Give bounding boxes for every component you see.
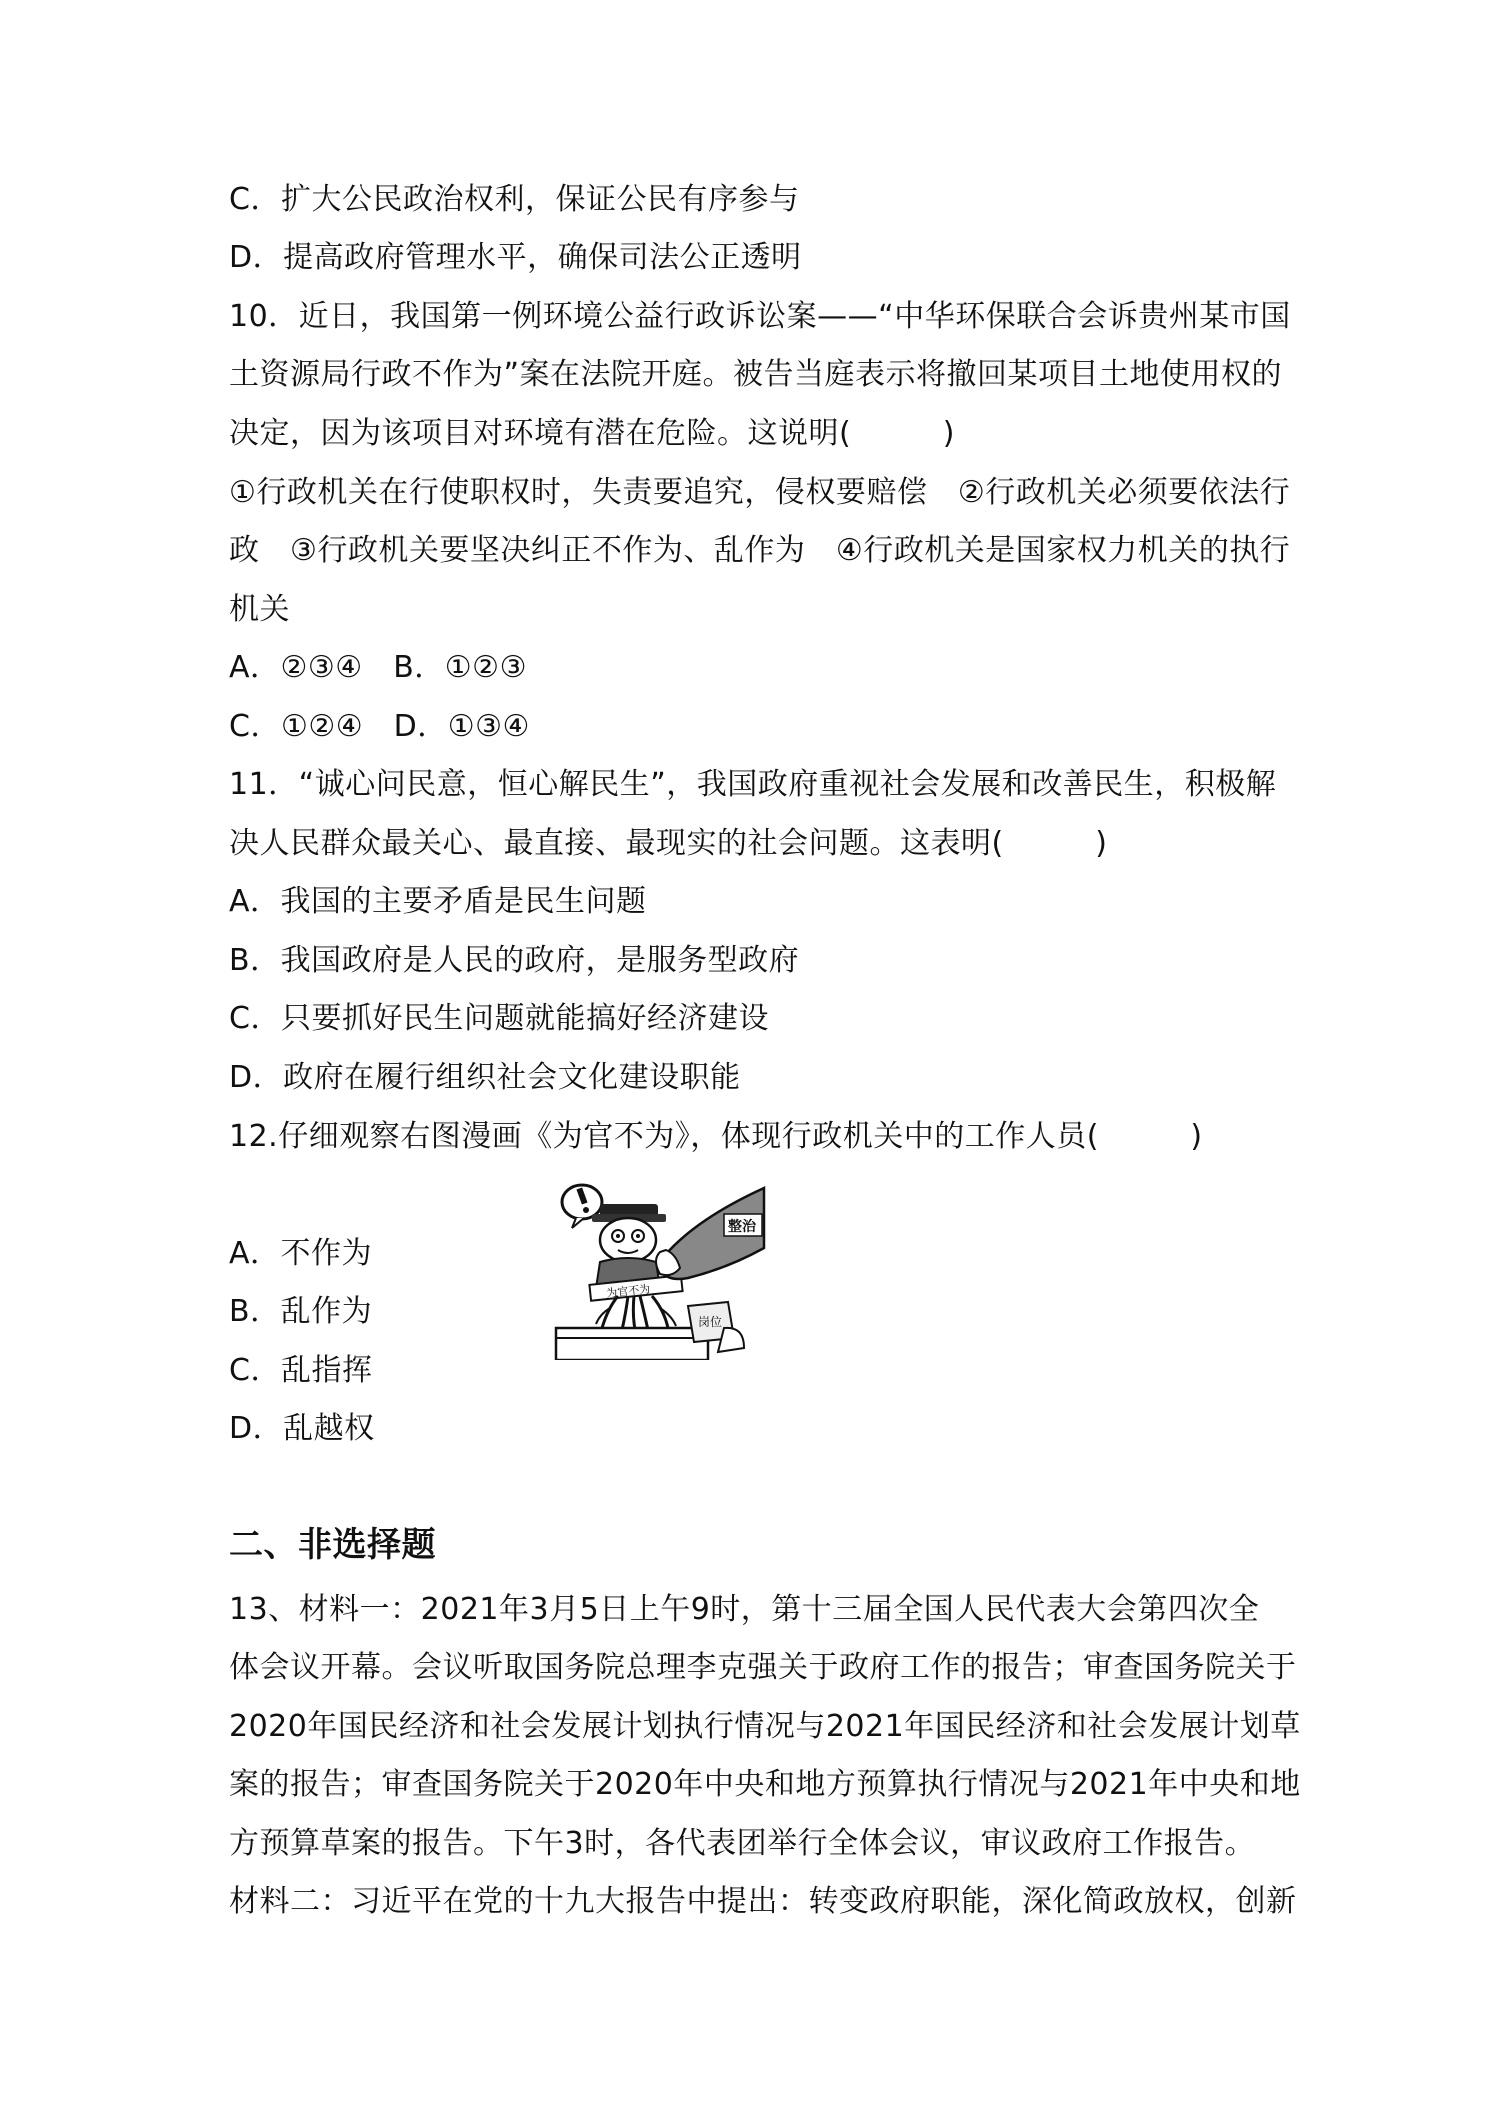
q10-stem-line-2: 土资源局行政不作为”案在法院开庭。被告当庭表示将撤回某项目土地使用权的 bbox=[229, 357, 1283, 392]
cartoon-illustration bbox=[548, 1178, 770, 1360]
q10-stem-line-3: 决定，因为该项目对环境有潜在危险。这说明( ) bbox=[229, 416, 955, 451]
cartoon-sign-label: 为官不为 bbox=[605, 1282, 651, 1301]
q13-line-6: 材料二：习近平在党的十九大报告中提出：转变政府职能，深化简政放权，创新 bbox=[229, 1884, 1297, 1919]
q10-options-cd: C．①②④ D．①③④ bbox=[229, 709, 530, 744]
q10-stem-line-1: 10．近日，我国第一例环境公益行政诉讼案——“中华环保联合会诉贵州某市国 bbox=[229, 299, 1291, 334]
q11-option-d: D．政府在履行组织社会文化建设职能 bbox=[229, 1060, 741, 1095]
q10-statements-line-1: ①行政机关在行使职权时，失责要追究，侵权要赔偿 ②行政机关必须要依法行 bbox=[229, 475, 1291, 510]
q13-line-2: 体会议开幕。会议听取国务院总理李克强关于政府工作的报告；审查国务院关于 bbox=[229, 1650, 1297, 1685]
q12-option-d: D．乱越权 bbox=[229, 1411, 375, 1446]
cartoon-arm-label: 整治 bbox=[728, 1219, 756, 1235]
q11-option-b: B．我国政府是人民的政府，是服务型政府 bbox=[229, 943, 800, 978]
q9-option-d: D．提高政府管理水平，确保司法公正透明 bbox=[229, 240, 802, 275]
q10-options-ab: A．②③④ B．①②③ bbox=[229, 650, 527, 685]
q13-line-3: 2020年国民经济和社会发展计划执行情况与2021年国民经济和社会发展计划草 bbox=[229, 1709, 1301, 1744]
q11-stem-line-1: 11．“诚心问民意，恒心解民生”，我国政府重视社会发展和改善民生，积极解 bbox=[229, 767, 1277, 802]
q12-option-c: C．乱指挥 bbox=[229, 1353, 373, 1388]
q12-option-b: B．乱作为 bbox=[229, 1294, 373, 1329]
q9-option-c: C．扩大公民政治权利，保证公民有序参与 bbox=[229, 182, 800, 217]
q10-statements-line-3: 机关 bbox=[229, 592, 290, 627]
q13-line-4: 案的报告；审查国务院关于2020年中央和地方预算执行情况与2021年中央和地 bbox=[229, 1767, 1301, 1802]
q11-option-a: A．我国的主要矛盾是民生问题 bbox=[229, 884, 647, 919]
q11-option-c: C．只要抓好民生问题就能搞好经济建设 bbox=[229, 1001, 769, 1036]
q13-line-5: 方预算草案的报告。下午3时，各代表团举行全体会议，审议政府工作报告。 bbox=[229, 1826, 1256, 1861]
section-heading: 二、非选择题 bbox=[229, 1525, 436, 1565]
q12-stem: 12.仔细观察右图漫画《为官不为》，体现行政机关中的工作人员( ) bbox=[229, 1119, 1203, 1154]
q11-stem-line-2: 决人民群众最关心、最直接、最现实的社会问题。这表明( ) bbox=[229, 826, 1108, 861]
q10-statements-line-2: 政 ③行政机关要坚决纠正不作为、乱作为 ④行政机关是国家权力机关的执行 bbox=[229, 533, 1291, 568]
q13-line-1: 13、材料一：2021年3月5日上午9时，第十三届全国人民代表大会第四次全 bbox=[229, 1592, 1260, 1627]
cartoon-post-label: 岗位 bbox=[698, 1315, 723, 1329]
q12-option-a: A．不作为 bbox=[229, 1236, 373, 1271]
